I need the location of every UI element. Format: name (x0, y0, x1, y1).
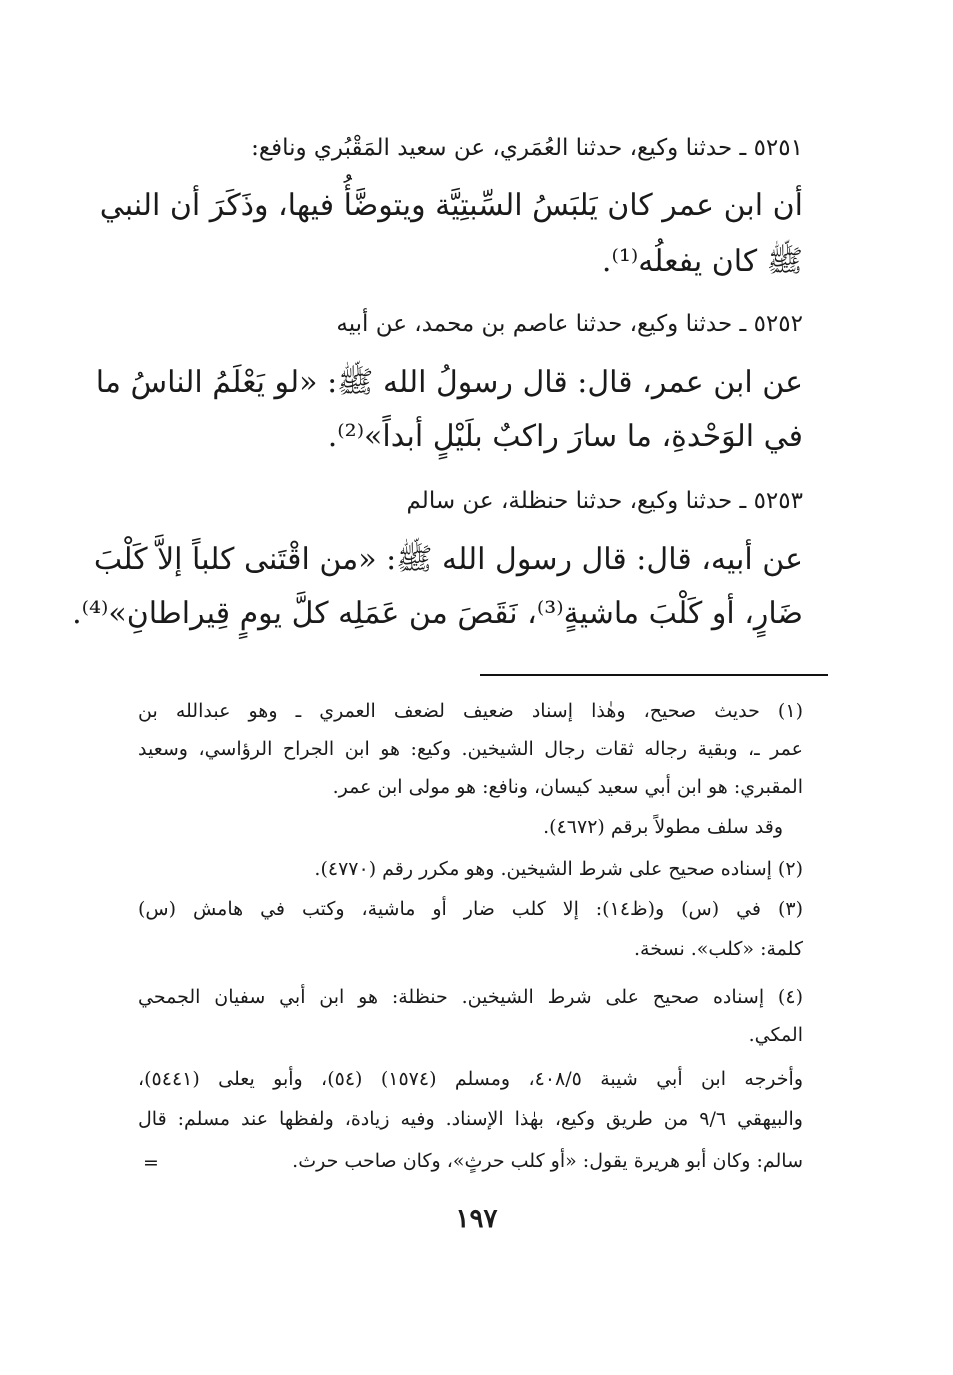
footnote-line: المكي. (748, 1024, 803, 1046)
hadith-isnad: ٥٢٥٢ ـ حدثنا وكيع، حدثنا عاصم بن محمد، عن أبيه (336, 311, 803, 337)
footnote-line: وقد سلف مطولاً برقم (٤٦٧٢). (543, 816, 783, 838)
hadith-matn-line: في الوَحْدةِ، ما سارَ راكبٌ بلَيْلٍ أبداً»⁽²⁾. (327, 419, 803, 454)
footnote-line: والبيهقي ٩/٦ من طريق وكيع، بهٰذا الإسناد. وفيه زيادة، ولفظها عند مسلم: قال (138, 1108, 803, 1130)
hadith-matn-line: عن أبيه، قال: قال رسول الله ﷺ: «من اقْتَنى كلباً إلاَّ كَلْبَ (93, 542, 803, 577)
footnote-line: وأخرجه ابن أبي شيبة ٤٠٨/٥، ومسلم (١٥٧٤) (٥٤)، وأبو يعلى (٥٤٤١)، (138, 1068, 803, 1090)
hadith-matn-line: أن ابن عمر كان يَلبَسُ السِّبتِيَّة ويتوضَّأُ فيها، وذَكَرَ أن النبي (99, 188, 803, 223)
hadith-matn-line: ﷺ كان يفعلُه⁽¹⁾. (601, 244, 803, 279)
hadith-matn-line: ضَارٍ، أو كَلْبَ ماشيةٍ⁽³⁾، نَقَصَ من عَمَلِه كلَّ يومٍ قِيراطانِ»⁽⁴⁾. (72, 596, 803, 631)
footnote-line: (٢) إسناده صحيح على شرط الشيخين. وهو مكرر رقم (٤٧٧٠). (314, 858, 803, 880)
footnote-line: كلمة: «كلب». نسخة. (634, 938, 803, 960)
hadith-isnad: ٥٢٥٣ ـ حدثنا وكيع، حدثنا حنظلة، عن سالم (406, 488, 803, 514)
footnote-line: سالم: وكان أبو هريرة يقول: «أو كلب حرثٍ»، وكان صاحب حرث. (292, 1150, 803, 1172)
footnote-separator (480, 674, 828, 676)
footnote-line: (٤) إسناده صحيح على شرط الشيخين. حنظلة: هو ابن أبي سفيان الجمحي (138, 986, 803, 1008)
footnote-line: المقبري: هو ابن أبي سعيد كيسان، ونافع: هو مولى ابن عمر. (332, 776, 803, 798)
continuation-mark: = (143, 1152, 159, 1174)
footnote-line: (١) حديث صحيح، وهٰذا إسناد ضعيف لضعف العمري ـ وهو عبدالله بن (138, 700, 803, 722)
footnote-line: (٣) في (س) و(ظ١٤): إلا كلب ضار أو ماشية، وكتب في هامش (س) (138, 898, 803, 920)
hadith-matn-line: عن ابن عمر، قال: قال رسولُ الله ﷺ: «لو يَعْلَمُ الناسُ ما (95, 365, 803, 400)
page-number: ١٩٧ (455, 1204, 498, 1234)
hadith-isnad: ٥٢٥١ ـ حدثنا وكيع، حدثنا العُمَري، عن سعيد المَقْبُري ونافع: (251, 135, 803, 161)
footnote-line: عمر ـ، وبقية رجاله ثقات رجال الشيخين. وكيع: هو ابن الجراح الرؤاسي، وسعيد (138, 738, 803, 760)
